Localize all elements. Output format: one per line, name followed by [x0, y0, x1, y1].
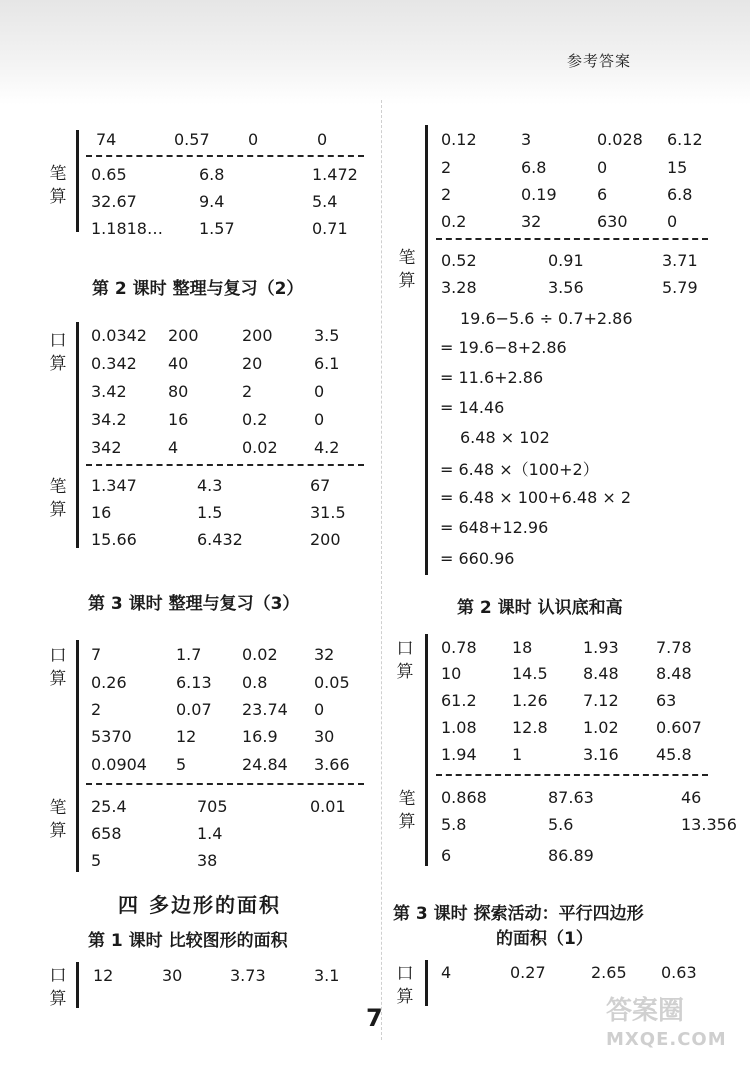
calc-line: = 6.48 ×（100+2） [440, 460, 599, 479]
value: 7.12 [583, 691, 619, 710]
left-l3-oral-row [0, 755, 380, 782]
value: 6.1 [314, 354, 340, 373]
value: 23.74 [242, 700, 288, 719]
value: 32 [314, 645, 335, 664]
value: 16.9 [242, 727, 278, 746]
value: 3.42 [91, 382, 127, 401]
lesson-2-base-height-title: 第 2 课时 认识底和高 [457, 598, 623, 618]
header-title: 参考答案 [567, 52, 632, 70]
right-l2-oral-row [380, 691, 750, 718]
left-l3-oral-row [0, 700, 380, 727]
label-kousuan: 口 算 [49, 966, 67, 1009]
label-kousuan: 口 算 [396, 639, 414, 682]
value: 80 [168, 382, 189, 401]
value: 0.0342 [91, 326, 147, 345]
value: 13.356 [681, 815, 737, 834]
value: 0.0904 [91, 755, 147, 774]
calc-line: = 648+12.96 [440, 518, 549, 537]
value: 0.607 [656, 718, 702, 737]
value: 18 [512, 638, 533, 657]
value: 0.57 [174, 130, 210, 149]
value: 0.65 [91, 165, 127, 184]
value: 0 [314, 410, 325, 429]
column-divider [381, 100, 382, 1040]
value: 32.67 [91, 192, 137, 211]
value: 5.6 [548, 815, 574, 834]
label-bisuan: 笔 算 [49, 477, 67, 520]
value: 0 [667, 212, 678, 231]
label-kousuan: 口 算 [396, 964, 414, 1007]
dashed-divider [86, 464, 364, 466]
value: 4 [441, 963, 452, 982]
value: 16 [91, 503, 112, 522]
value: 8.48 [583, 664, 619, 683]
value: 0.71 [312, 219, 348, 238]
left-l3-oral-row [0, 673, 380, 700]
value: 3.73 [230, 966, 266, 985]
value: 86.89 [548, 846, 594, 865]
calc-line: = 660.96 [440, 549, 515, 568]
value: 6 [597, 185, 608, 204]
right-l2-written-row [380, 788, 750, 815]
right-a-written-row [380, 251, 750, 278]
value: 6.13 [176, 673, 212, 692]
value: 14.5 [512, 664, 548, 683]
value: 1.93 [583, 638, 619, 657]
value: 0.8 [242, 673, 268, 692]
value: 200 [310, 530, 341, 549]
value: 0.2 [441, 212, 467, 231]
value: 30 [162, 966, 183, 985]
value: 0.02 [242, 438, 278, 457]
left-l2-written-row [0, 503, 380, 530]
calc-line: = 6.48 × 100+6.48 × 2 [440, 488, 632, 507]
lesson-1-compare-title: 第 1 课时 比较图形的面积 [88, 931, 288, 951]
right-l2-oral-row [380, 718, 750, 745]
value: 12 [93, 966, 114, 985]
right-l3-oral-row [380, 963, 750, 990]
value: 5.4 [312, 192, 338, 211]
value: 1.5 [197, 503, 223, 522]
left-l2-oral-row [0, 410, 380, 437]
value: 3.28 [441, 278, 477, 297]
value: 0.2 [242, 410, 268, 429]
value: 31.5 [310, 503, 346, 522]
value: 0.868 [441, 788, 487, 807]
left-l2-oral-row [0, 382, 380, 409]
dashed-divider [436, 238, 708, 240]
value: 1.57 [199, 219, 235, 238]
left-l2-oral-row [0, 438, 380, 465]
value: 46 [681, 788, 702, 807]
value: 5 [91, 851, 102, 870]
dashed-divider [86, 783, 364, 785]
label-bisuan: 笔 算 [49, 798, 67, 841]
value: 5.79 [662, 278, 698, 297]
value: 6.12 [667, 130, 703, 149]
label-kousuan: 口 算 [49, 646, 67, 689]
value: 12.8 [512, 718, 548, 737]
value: 0.028 [597, 130, 643, 149]
value: 1.347 [91, 476, 137, 495]
value: 6 [441, 846, 452, 865]
value: 25.4 [91, 797, 127, 816]
value: 3.71 [662, 251, 698, 270]
chapter-title: 四 多边形的面积 [118, 893, 281, 917]
value: 1.7 [176, 645, 202, 664]
value: 0.26 [91, 673, 127, 692]
left-l3-written-row [0, 851, 380, 878]
value: 3.16 [583, 745, 619, 764]
value: 1.4 [197, 824, 223, 843]
label-kousuan: 口 算 [49, 331, 67, 374]
left-a-top-row [0, 130, 380, 157]
left-l3-oral-row [0, 727, 380, 754]
value: 0.05 [314, 673, 350, 692]
value: 7 [91, 645, 102, 664]
value: 0.63 [661, 963, 697, 982]
value: 4 [168, 438, 179, 457]
value: 10 [441, 664, 462, 683]
value: 74 [96, 130, 117, 149]
value: 12 [176, 727, 197, 746]
value: 0.01 [310, 797, 346, 816]
value: 20 [242, 354, 263, 373]
value: 3.5 [314, 326, 340, 345]
value: 1 [512, 745, 523, 764]
value: 0 [317, 130, 328, 149]
value: 0.19 [521, 185, 557, 204]
value: 9.4 [199, 192, 225, 211]
value: 0 [314, 700, 325, 719]
value: 0.52 [441, 251, 477, 270]
left-l2-written-row [0, 530, 380, 557]
right-a-top-row [380, 158, 750, 185]
value: 0 [597, 158, 608, 177]
value: 6.432 [197, 530, 243, 549]
calc-line: = 19.6−8+2.86 [440, 338, 567, 357]
value: 61.2 [441, 691, 477, 710]
calc-line: = 11.6+2.86 [440, 368, 544, 387]
value: 87.63 [548, 788, 594, 807]
right-a-top-row [380, 185, 750, 212]
lesson-3-review-title: 第 3 课时 整理与复习（3） [88, 594, 300, 614]
value: 1.08 [441, 718, 477, 737]
value: 2 [242, 382, 253, 401]
left-ch-oral-row [0, 966, 380, 993]
dashed-divider [436, 774, 708, 776]
value: 5370 [91, 727, 132, 746]
right-l2-oral-row [380, 638, 750, 665]
value: 3.56 [548, 278, 584, 297]
value: 2 [91, 700, 102, 719]
value: 40 [168, 354, 189, 373]
left-l2-oral-row [0, 354, 380, 381]
right-a-top-row [380, 212, 750, 239]
value: 6.8 [667, 185, 693, 204]
value: 0 [314, 382, 325, 401]
right-l2-oral-row [380, 664, 750, 691]
right-a-top-row [380, 130, 750, 157]
value: 200 [168, 326, 199, 345]
value: 342 [91, 438, 122, 457]
value: 0.78 [441, 638, 477, 657]
value: 0.02 [242, 645, 278, 664]
value: 5.8 [441, 815, 467, 834]
value: 0.07 [176, 700, 212, 719]
value: 63 [656, 691, 677, 710]
value: 6.8 [199, 165, 225, 184]
value: 1.94 [441, 745, 477, 764]
value: 24.84 [242, 755, 288, 774]
value: 16 [168, 410, 189, 429]
right-l2-written-row [380, 815, 750, 842]
right-l2-written-row [380, 846, 750, 873]
value: 658 [91, 824, 122, 843]
value: 15 [667, 158, 688, 177]
value: 0 [248, 130, 259, 149]
value: 67 [310, 476, 331, 495]
value: 7.78 [656, 638, 692, 657]
value: 2 [441, 158, 452, 177]
right-l2-oral-row [380, 745, 750, 772]
header-band [0, 0, 750, 105]
value: 32 [521, 212, 542, 231]
calc-line: 19.6−5.6 ÷ 0.7+2.86 [460, 309, 633, 328]
dashed-divider [86, 155, 364, 157]
label-bisuan: 笔 算 [398, 248, 416, 291]
value: 1.472 [312, 165, 358, 184]
left-a-written-row [0, 165, 380, 192]
value: 0.91 [548, 251, 584, 270]
left-l3-written-row [0, 797, 380, 824]
lesson-3-parallelogram-title: 第 3 课时 探索活动：平行四边形 [393, 904, 644, 924]
watermark: 答案圈 MXQE.COM [606, 996, 727, 1050]
value: 0.342 [91, 354, 137, 373]
label-bisuan: 笔 算 [398, 789, 416, 832]
value: 0.12 [441, 130, 477, 149]
value: 4.2 [314, 438, 340, 457]
value: 30 [314, 727, 335, 746]
value: 4.3 [197, 476, 223, 495]
left-a-written-row [0, 192, 380, 219]
value: 2.65 [591, 963, 627, 982]
value: 0.27 [510, 963, 546, 982]
value: 705 [197, 797, 228, 816]
value: 1.02 [583, 718, 619, 737]
value: 15.66 [91, 530, 137, 549]
value: 3.1 [314, 966, 340, 985]
label-bisuan: 笔 算 [49, 164, 67, 207]
value: 6.8 [521, 158, 547, 177]
page-number: 7 [366, 1004, 383, 1032]
left-l3-written-row [0, 824, 380, 851]
left-a-written-row [0, 219, 380, 246]
value: 2 [441, 185, 452, 204]
value: 8.48 [656, 664, 692, 683]
left-l2-oral-row [0, 326, 380, 353]
value: 5 [176, 755, 187, 774]
value: 45.8 [656, 745, 692, 764]
left-l2-written-row [0, 476, 380, 503]
right-a-written-row [380, 278, 750, 305]
value: 1.1818… [91, 219, 163, 238]
value: 38 [197, 851, 218, 870]
value: 1.26 [512, 691, 548, 710]
value: 630 [597, 212, 628, 231]
calc-line: 6.48 × 102 [460, 428, 550, 447]
value: 200 [242, 326, 273, 345]
value: 3 [521, 130, 532, 149]
value: 3.66 [314, 755, 350, 774]
calc-line: = 14.46 [440, 398, 505, 417]
left-l3-oral-row [0, 645, 380, 672]
lesson-2-review-title: 第 2 课时 整理与复习（2） [92, 279, 304, 299]
lesson-3-parallelogram-title-cont: 的面积（1） [496, 929, 593, 949]
value: 34.2 [91, 410, 127, 429]
